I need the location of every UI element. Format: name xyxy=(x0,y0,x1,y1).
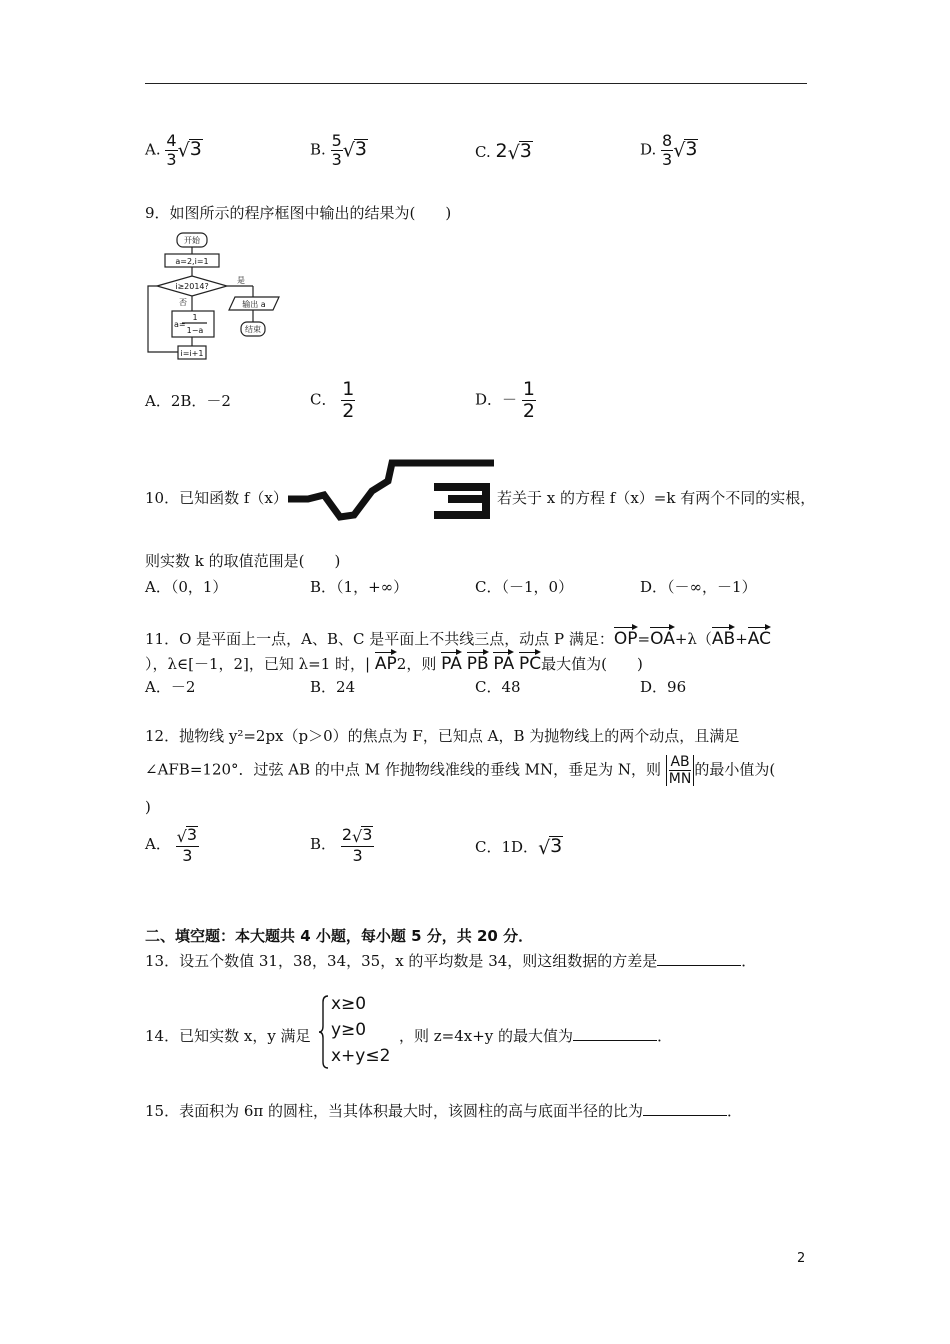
inequality-2: y≥0 xyxy=(331,1020,367,1040)
q10-stem-b: 若关于 x 的方程 f（x）=k 有两个不同的实根， xyxy=(497,489,816,507)
answer-blank xyxy=(657,965,741,966)
q12-line2: ∠AFB=120°．过弦 AB 的中点 M 作抛物线准线的垂线 MN，垂足为 N，则 $\frac{AB}{MN}$ 的最小值为( xyxy=(145,754,776,787)
radical-sign: √ xyxy=(176,827,187,846)
inequality-3: x+y≤2 xyxy=(331,1046,391,1066)
left-brace xyxy=(318,994,330,1070)
fraction: $\frac{5}{3}$ xyxy=(331,131,342,169)
radical-sign: √ xyxy=(538,837,551,859)
fraction: $\frac{8}{3}$ xyxy=(662,131,673,169)
flow-assign-lhs: a= xyxy=(174,320,186,329)
q11-option-c: C．48 xyxy=(475,678,521,696)
q10-option-d: D．（－∞，－1） xyxy=(640,578,757,596)
flow-start-label: 开始 xyxy=(184,236,200,245)
flow-assign-num: 1 xyxy=(192,313,198,322)
q8-option-c: C. 2√3 xyxy=(475,140,532,164)
vector-ap: AP xyxy=(375,650,397,674)
vector-oa: OA xyxy=(650,625,675,649)
fraction: $\frac{4}{3}$ xyxy=(166,131,177,169)
q12-stem-d: ) xyxy=(145,798,151,816)
vector-ac: AC xyxy=(748,625,771,649)
q8-option-b: B. $\frac{5}{3}$ √3 xyxy=(310,131,367,169)
header-rule xyxy=(145,83,807,84)
radical-sign: √ xyxy=(352,827,363,846)
q9-stem: 9．如图所示的程序框图中输出的结果为( ) xyxy=(145,204,452,222)
q14-stem-a: 14．已知实数 x，y 满足 xyxy=(145,1027,311,1045)
vector-pb: PB xyxy=(467,650,489,674)
q10-stem-c: 则实数 k 的取值范围是( ) xyxy=(145,552,341,570)
section-2-title: 二、填空题：本大题共 4 小题，每小题 5 分，共 20 分． xyxy=(145,927,534,945)
vector-pa: PA xyxy=(441,650,462,674)
q14-stem-b: ，则 z=4x+y 的最大值为 ． xyxy=(399,1027,673,1045)
flow-cond-label: i≥2014? xyxy=(175,282,209,291)
q12-option-b: B． $\frac{2√3}{3}$ xyxy=(310,825,373,865)
vector-op: OP xyxy=(614,625,638,649)
q8-option-d: D. $\frac{8}{3}$ √3 xyxy=(640,131,698,169)
abs-fraction xyxy=(666,755,695,786)
radical-sign: √ xyxy=(507,142,520,164)
q9-flowchart xyxy=(145,228,285,370)
flow-init-label: a=2,i=1 xyxy=(175,257,209,266)
vector-pa-2: PA xyxy=(493,650,514,674)
q11-option-a: A．－2 xyxy=(145,678,196,696)
q13: 13．设五个数值 31，38，34，35，x 的平均数是 34，则这组数据的方差是 ． xyxy=(145,952,757,970)
fraction: $\frac{AB}{MN}$ xyxy=(668,754,692,787)
q10-option-b: B．（1，+∞） xyxy=(310,578,409,596)
q10-stem-a: 10．已知函数 f（x）= xyxy=(145,489,301,507)
q10-option-a: A．（0，1） xyxy=(145,578,228,596)
fraction: $\frac{1}{2}$ xyxy=(342,378,355,422)
q9-options-ab: A．2B．－2 xyxy=(145,392,231,410)
flow-yes-label: 是 xyxy=(237,276,245,285)
page-number: 2 xyxy=(797,1251,806,1266)
q11-line2: ），λ∈[－1，2]，已知 λ=1 时，| AP2，则 PA PB PA PC最大值为( ) xyxy=(145,650,643,674)
q11-option-b: B．24 xyxy=(310,678,356,696)
flow-end-label: 结束 xyxy=(245,325,261,334)
fraction: $\frac{√3}{3}$ xyxy=(176,825,198,865)
radical-sign: √ xyxy=(673,139,686,162)
q10-option-c: C．（－1，0） xyxy=(475,578,574,596)
flow-output-label: 输出 a xyxy=(242,300,266,309)
fraction: $\frac{2√3}{3}$ xyxy=(341,825,373,865)
flow-incr-label: i=i+1 xyxy=(180,349,204,358)
vector-pc: PC xyxy=(519,650,541,674)
vector-ab: AB xyxy=(712,625,735,649)
q15: 15．表面积为 6π 的圆柱，当其体积最大时，该圆柱的高与底面半径的比为 ． xyxy=(145,1102,743,1120)
q11-line1: 11．O 是平面上一点，A、B、C 是平面上不共线三点，动点 P 满足：OP=OA+λ（AB+AC xyxy=(145,625,771,649)
flow-no-label: 否 xyxy=(179,298,187,307)
q12-option-cd: C．1D．√3 xyxy=(475,835,563,859)
flow-assign-den: 1−a xyxy=(186,326,204,335)
answer-blank xyxy=(573,1040,657,1041)
fraction: $\frac{1}{2}$ xyxy=(522,378,535,422)
q14-inequality-system xyxy=(318,994,398,1072)
radical-sign: √ xyxy=(177,139,190,162)
q11-option-d: D．96 xyxy=(640,678,687,696)
radical-sign: √ xyxy=(342,139,355,162)
q9-option-d: D．－ $\frac{1}{2}$ xyxy=(475,378,535,422)
inequality-1: x≥0 xyxy=(331,994,367,1014)
q10-broken-formula-image xyxy=(288,455,496,530)
q9-option-c: C． $\frac{1}{2}$ xyxy=(310,378,355,422)
answer-blank xyxy=(643,1115,727,1116)
q12-stem-a: 12．抛物线 y²=2px（p＞0）的焦点为 F，已知点 A，B 为抛物线上的两个动点，且满足 xyxy=(145,727,740,745)
q12-option-a: A． $\frac{√3}{3}$ xyxy=(145,825,198,865)
q8-option-a: A. $\frac{4}{3}$ √3 xyxy=(145,131,202,169)
